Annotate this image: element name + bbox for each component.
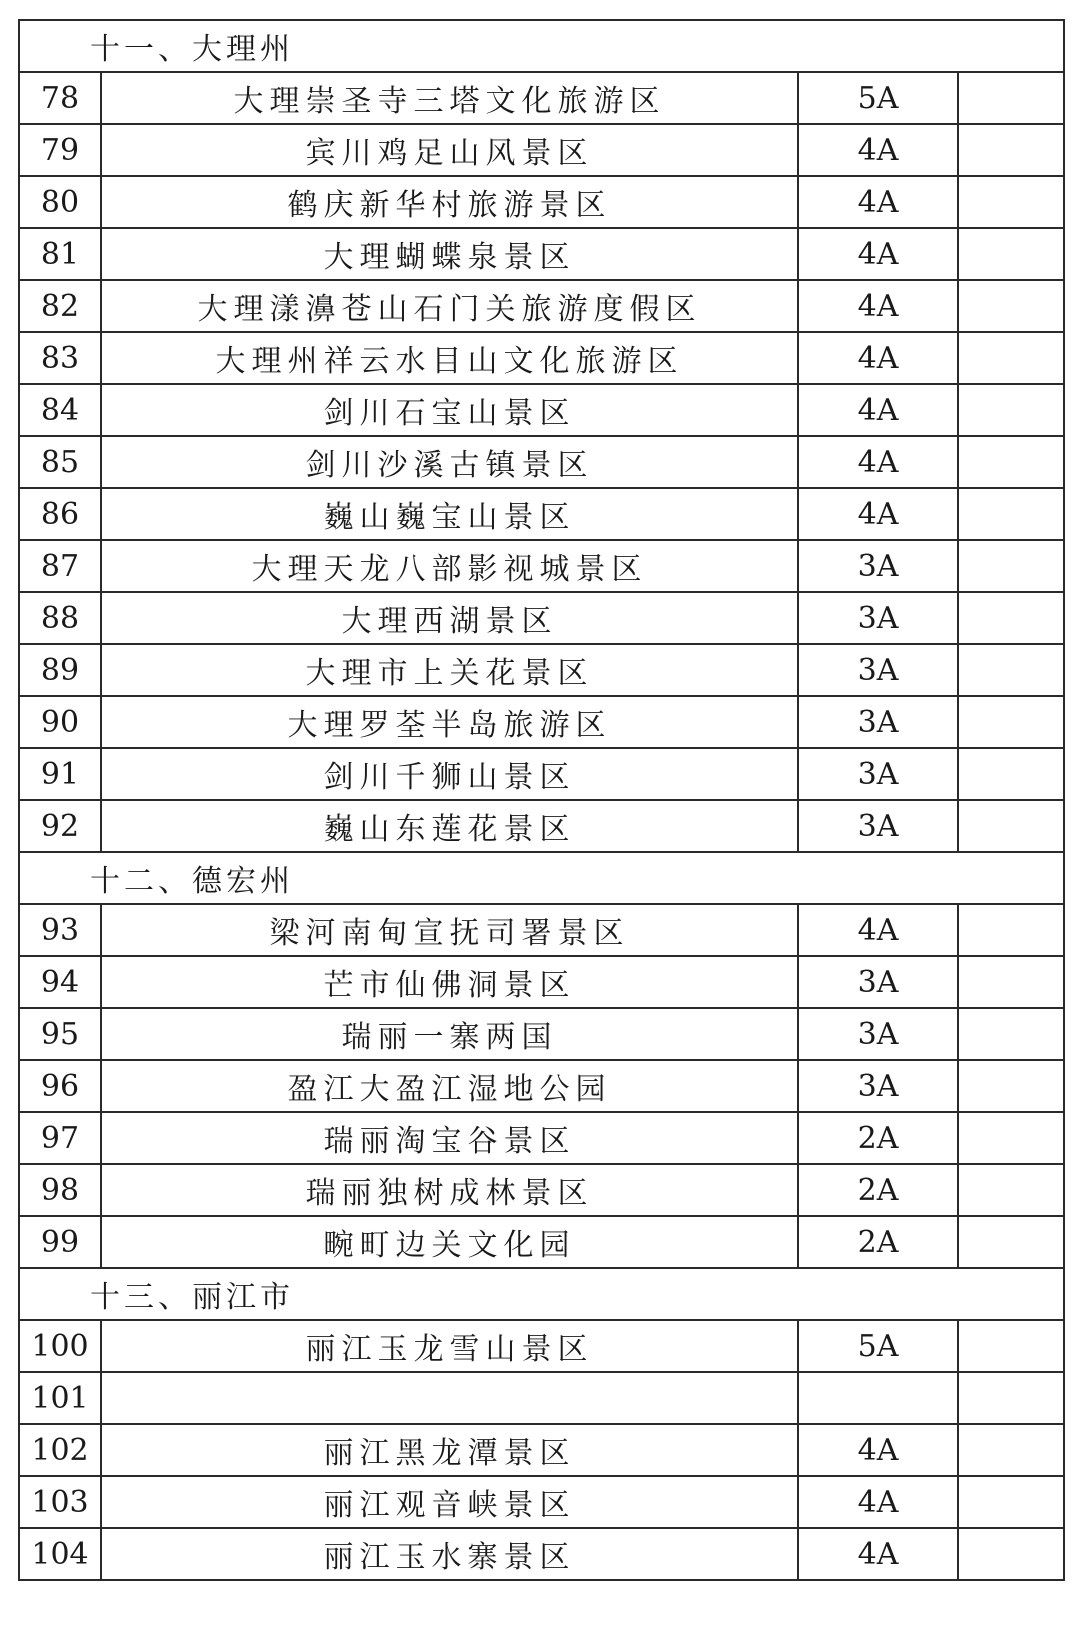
scenic-area-level: 4A (798, 1424, 958, 1476)
table-row (19, 280, 1064, 332)
empty-cell (958, 1112, 1064, 1164)
scenic-area-name: 畹町边关文化园 (101, 1216, 798, 1268)
empty-cell (958, 176, 1064, 228)
scenic-area-level: 4A (798, 176, 958, 228)
scenic-area-level: 3A (798, 956, 958, 1008)
scenic-area-level: 4A (798, 228, 958, 280)
table-row (19, 696, 1064, 748)
table-row (19, 592, 1064, 644)
empty-cell (958, 904, 1064, 956)
scenic-area-name: 丽江观音峡景区 (101, 1476, 798, 1528)
scenic-area-level: 2A (798, 1164, 958, 1216)
table-row (19, 1060, 1064, 1112)
row-number: 84 (19, 384, 101, 436)
scenic-area-table (18, 19, 1065, 1581)
scenic-area-name: 宾川鸡足山风景区 (101, 124, 798, 176)
empty-cell (958, 1216, 1064, 1268)
empty-cell (958, 800, 1064, 852)
row-number: 98 (19, 1164, 101, 1216)
table-row (19, 1528, 1064, 1580)
empty-cell (958, 748, 1064, 800)
scenic-area-level: 3A (798, 644, 958, 696)
scenic-area-level: 4A (798, 124, 958, 176)
scenic-area-name: 芒市仙佛洞景区 (101, 956, 798, 1008)
table-row (19, 904, 1064, 956)
scenic-area-level: 4A (798, 904, 958, 956)
empty-cell (958, 1372, 1064, 1424)
scenic-area-name: 巍山东莲花景区 (101, 800, 798, 852)
scenic-area-level: 5A (798, 1320, 958, 1372)
scenic-area-level: 2A (798, 1216, 958, 1268)
table-row (19, 1216, 1064, 1268)
row-number: 86 (19, 488, 101, 540)
table-row (19, 124, 1064, 176)
scenic-area-name: 剑川千狮山景区 (101, 748, 798, 800)
table-row (19, 1476, 1064, 1528)
scenic-area-name: 剑川沙溪古镇景区 (101, 436, 798, 488)
section-header-row (19, 852, 1064, 904)
empty-cell (958, 1320, 1064, 1372)
scenic-area-level: 4A (798, 488, 958, 540)
table-row (19, 1424, 1064, 1476)
scenic-area-level: 4A (798, 332, 958, 384)
scenic-area-name: 梁河南甸宣抚司署景区 (101, 904, 798, 956)
table-row (19, 1320, 1064, 1372)
empty-cell (958, 72, 1064, 124)
table-row (19, 72, 1064, 124)
empty-cell (958, 1528, 1064, 1580)
scenic-area-level: 4A (798, 1528, 958, 1580)
scenic-area-name: 大理州祥云水目山文化旅游区 (101, 332, 798, 384)
scenic-area-level: 4A (798, 436, 958, 488)
empty-cell (958, 540, 1064, 592)
row-number: 83 (19, 332, 101, 384)
scenic-area-name: 鹤庆新华村旅游景区 (101, 176, 798, 228)
row-number: 104 (19, 1528, 101, 1580)
row-number: 88 (19, 592, 101, 644)
row-number: 101 (19, 1372, 101, 1424)
scenic-area-level: 3A (798, 696, 958, 748)
scenic-area-name: 巍山巍宝山景区 (101, 488, 798, 540)
row-number: 96 (19, 1060, 101, 1112)
empty-cell (958, 1476, 1064, 1528)
table-row (19, 748, 1064, 800)
empty-cell (958, 228, 1064, 280)
row-number: 91 (19, 748, 101, 800)
empty-cell (958, 1164, 1064, 1216)
empty-cell (958, 384, 1064, 436)
row-number: 81 (19, 228, 101, 280)
empty-cell (958, 1424, 1064, 1476)
scenic-area-name: 瑞丽独树成林景区 (101, 1164, 798, 1216)
row-number: 80 (19, 176, 101, 228)
section-header-row (19, 20, 1064, 72)
table-row (19, 1112, 1064, 1164)
empty-cell (958, 1008, 1064, 1060)
row-number: 89 (19, 644, 101, 696)
empty-cell (958, 644, 1064, 696)
section-title: 十二、德宏州 (19, 852, 1064, 904)
scenic-area-name: 丽江玉龙雪山景区 (101, 1320, 798, 1372)
row-number: 95 (19, 1008, 101, 1060)
row-number: 103 (19, 1476, 101, 1528)
row-number: 79 (19, 124, 101, 176)
table-row (19, 800, 1064, 852)
scenic-area-level: 4A (798, 384, 958, 436)
scenic-area-name: 剑川石宝山景区 (101, 384, 798, 436)
row-number: 78 (19, 72, 101, 124)
empty-cell (958, 332, 1064, 384)
table-row (19, 436, 1064, 488)
table-row (19, 644, 1064, 696)
table-row (19, 1164, 1064, 1216)
scenic-area-name: 大理崇圣寺三塔文化旅游区 (101, 72, 798, 124)
table-row (19, 956, 1064, 1008)
scenic-area-level: 3A (798, 800, 958, 852)
row-number: 82 (19, 280, 101, 332)
row-number: 93 (19, 904, 101, 956)
scenic-area-name: 大理蝴蝶泉景区 (101, 228, 798, 280)
row-number: 92 (19, 800, 101, 852)
scenic-area-name (101, 1372, 798, 1424)
empty-cell (958, 592, 1064, 644)
scenic-area-name: 瑞丽淘宝谷景区 (101, 1112, 798, 1164)
table-row (19, 488, 1064, 540)
row-number: 87 (19, 540, 101, 592)
scenic-area-level: 3A (798, 540, 958, 592)
scenic-area-level: 2A (798, 1112, 958, 1164)
empty-cell (958, 124, 1064, 176)
table-row (19, 384, 1064, 436)
table-row (19, 1008, 1064, 1060)
row-number: 100 (19, 1320, 101, 1372)
scenic-area-name: 大理罗荃半岛旅游区 (101, 696, 798, 748)
scenic-area-name: 瑞丽一寨两国 (101, 1008, 798, 1060)
empty-cell (958, 696, 1064, 748)
empty-cell (958, 1060, 1064, 1112)
row-number: 99 (19, 1216, 101, 1268)
scenic-area-level: 5A (798, 72, 958, 124)
row-number: 90 (19, 696, 101, 748)
scenic-area-level: 3A (798, 1008, 958, 1060)
scenic-area-level: 3A (798, 592, 958, 644)
empty-cell (958, 280, 1064, 332)
table-row (19, 228, 1064, 280)
section-header-row (19, 1268, 1064, 1320)
scenic-area-level (798, 1372, 958, 1424)
scenic-area-name: 大理市上关花景区 (101, 644, 798, 696)
scenic-area-name: 大理天龙八部影视城景区 (101, 540, 798, 592)
section-title: 十三、丽江市 (19, 1268, 1064, 1320)
table-body (19, 20, 1064, 1580)
table-row (19, 1372, 1064, 1424)
table-row (19, 176, 1064, 228)
scenic-area-level: 3A (798, 748, 958, 800)
scenic-area-name: 大理西湖景区 (101, 592, 798, 644)
scenic-area-name: 丽江玉水寨景区 (101, 1528, 798, 1580)
empty-cell (958, 436, 1064, 488)
empty-cell (958, 488, 1064, 540)
scenic-area-name: 大理漾濞苍山石门关旅游度假区 (101, 280, 798, 332)
row-number: 85 (19, 436, 101, 488)
row-number: 94 (19, 956, 101, 1008)
row-number: 102 (19, 1424, 101, 1476)
section-title: 十一、大理州 (19, 20, 1064, 72)
scenic-area-name: 丽江黑龙潭景区 (101, 1424, 798, 1476)
row-number: 97 (19, 1112, 101, 1164)
scenic-area-level: 4A (798, 280, 958, 332)
scenic-area-level: 4A (798, 1476, 958, 1528)
table-row (19, 332, 1064, 384)
scenic-area-level: 3A (798, 1060, 958, 1112)
empty-cell (958, 956, 1064, 1008)
table-row (19, 540, 1064, 592)
scenic-area-name: 盈江大盈江湿地公园 (101, 1060, 798, 1112)
